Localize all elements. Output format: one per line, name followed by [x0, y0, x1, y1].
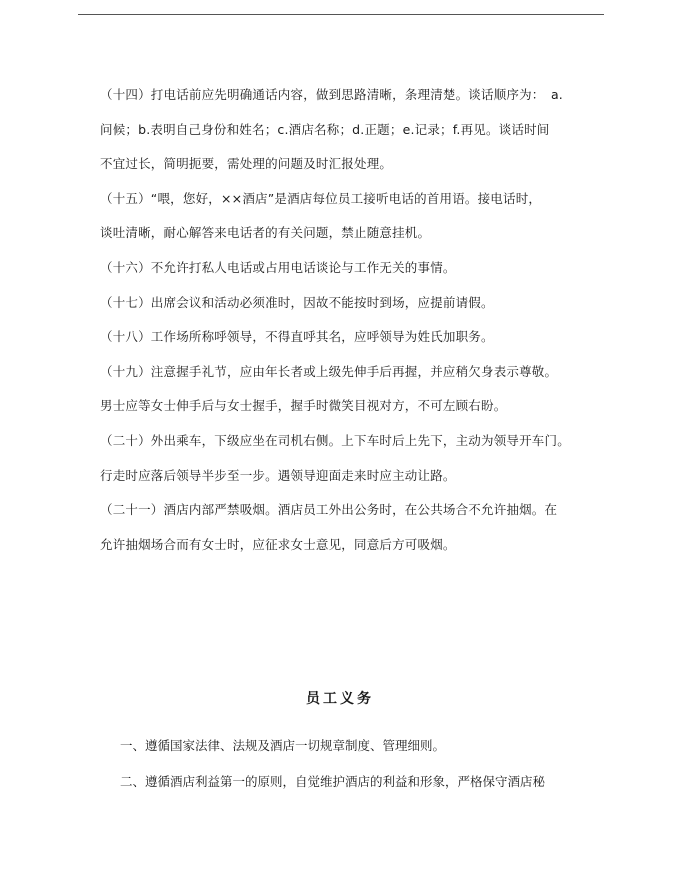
duty-item: 二、遵循酒店利益第一的原则，自觉维护酒店的利益和形象，严格保守酒店秘: [120, 774, 546, 789]
clause-line: 问候；b.表明自己身份和姓名；c.酒店名称；d.正题；e.记录；f.再见。谈话时间: [100, 121, 550, 137]
clause-line: （二十）外出乘车，下级应坐在司机右侧。上下车时后上先下，主动为领导开车门。: [100, 432, 570, 448]
clause-line: （十九）注意握手礼节，应由年长者或上级先伸手后再握，并应稍欠身表示尊敬。: [100, 363, 558, 379]
clause-line: 不宜过长，简明扼要，需处理的问题及时汇报处理。: [100, 156, 393, 172]
clause-line: 男士应等女士伸手后与女士握手，握手时微笑目视对方，不可左顾右盼。: [100, 398, 507, 414]
duty-item: 一、遵循国家法律、法规及酒店一切规章制度、管理细则。: [120, 738, 446, 753]
clause-line: （二十一）酒店内部严禁吸烟。酒店员工外出公务时，在公共场合不允许抽烟。在: [100, 502, 558, 518]
clause-line: （十八）工作场所称呼领导，不得直呼其名，应呼领导为姓氏加职务。: [100, 329, 494, 345]
header-rule: [78, 14, 604, 15]
clause-line: 谈吐清晰，耐心解答来电话者的有关问题，禁止随意挂机。: [100, 225, 431, 241]
clause-line: （十四）打电话前应先明确通话内容，做到思路清晰，条理清楚。谈话顺序为： a.: [100, 87, 563, 102]
duty-list: [120, 728, 590, 800]
section-title: 员工义务: [306, 691, 374, 707]
etiquette-clauses: [100, 78, 590, 562]
clause-line: 行走时应落后领导半步至一步。遇领导迎面走来时应主动让路。: [100, 467, 456, 483]
clause-line: （十六）不允许打私人电话或占用电话谈论与工作无关的事情。: [100, 259, 456, 275]
clause-line: （十七）出席会议和活动必须准时，因故不能按时到场，应提前请假。: [100, 294, 494, 310]
clause-line: （十五）“喂，您好，××酒店”是酒店每位员工接听电话的首用语。接电话时，: [100, 190, 542, 206]
clause-line: 允许抽烟场合而有女士时，应征求女士意见，同意后方可吸烟。: [100, 536, 456, 552]
